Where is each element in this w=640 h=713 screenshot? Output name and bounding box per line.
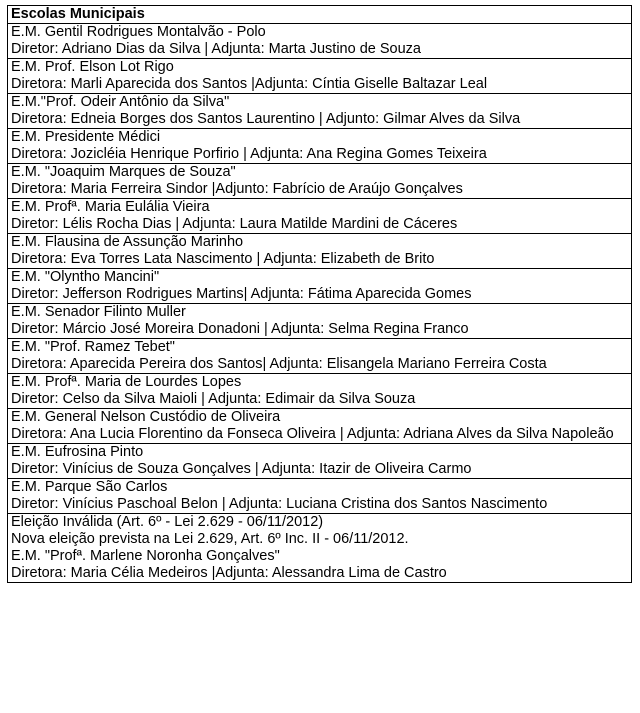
cell-line: Diretora: Maria Ferreira Sindor |Adjunto: Fabrício de Araújo Gonçalves (11, 181, 463, 197)
school-name: E.M. Prof. Elson Lot Rigo (11, 59, 174, 75)
school-cell (8, 199, 632, 234)
table-header: Escolas Municipais (8, 6, 632, 24)
table-body (8, 24, 632, 583)
cell-line: Diretora: Ana Lucia Florentino da Fonseca Oliveira | Adjunta: Adriana Alves da Silva Napoleão (11, 426, 614, 442)
cell-line: Diretora: Aparecida Pereira dos Santos| Adjunta: Elisangela Mariano Ferreira Costa (11, 356, 547, 372)
table-row (8, 269, 632, 304)
school-name: E.M. Senador Filinto Muller (11, 304, 186, 320)
cell-line: Diretor: Vinícius Paschoal Belon | Adjunta: Luciana Cristina dos Santos Nascimento (11, 496, 548, 512)
school-name: E.M. Profª. Maria Eulália Vieira (11, 199, 210, 215)
table-row (8, 304, 632, 339)
schools-table (7, 5, 632, 583)
table-row (8, 94, 632, 129)
cell-line: Diretor: Lélis Rocha Dias | Adjunta: Laura Matilde Mardini de Cáceres (11, 216, 458, 232)
school-name: E.M."Prof. Odeir Antônio da Silva" (11, 94, 230, 110)
school-cell (8, 374, 632, 409)
cell-line: Nova eleição prevista na Lei 2.629, Art. 6º Inc. II - 06/11/2012. (11, 531, 409, 547)
school-name: E.M. Gentil Rodrigues Montalvão - Polo (11, 24, 266, 40)
school-cell (8, 339, 632, 374)
school-cell (8, 164, 632, 199)
school-name: E.M. General Nelson Custódio de Oliveira (11, 409, 281, 425)
table-header-row (8, 6, 632, 24)
school-cell (8, 94, 632, 129)
table-row (8, 514, 632, 583)
school-cell (8, 444, 632, 479)
school-name: E.M. "Prof. Ramez Tebet" (11, 339, 175, 355)
table-row (8, 374, 632, 409)
school-name: E.M. Eufrosina Pinto (11, 444, 144, 460)
school-cell (8, 409, 632, 444)
table-row (8, 479, 632, 514)
school-name: E.M. Parque São Carlos (11, 479, 168, 495)
school-cell (8, 24, 632, 59)
table-row (8, 444, 632, 479)
cell-line: Diretor: Adriano Dias da Silva | Adjunta: Marta Justino de Souza (11, 41, 421, 57)
table-row (8, 234, 632, 269)
school-cell (8, 304, 632, 339)
school-cell (8, 59, 632, 94)
school-cell (8, 514, 632, 583)
school-name: E.M. Profª. Maria de Lourdes Lopes (11, 374, 242, 390)
cell-line: Diretor: Márcio José Moreira Donadoni | Adjunta: Selma Regina Franco (11, 321, 469, 337)
school-cell (8, 234, 632, 269)
cell-line: Eleição Inválida (Art. 6º - Lei 2.629 - 06/11/2012) (11, 514, 324, 530)
school-cell (8, 479, 632, 514)
cell-line: Diretor: Vinícius de Souza Gonçalves | Adjunta: Itazir de Oliveira Carmo (11, 461, 472, 477)
cell-line: Diretora: Eva Torres Lata Nascimento | Adjunta: Elizabeth de Brito (11, 251, 435, 267)
school-name: E.M. Presidente Médici (11, 129, 161, 145)
school-name: E.M. "Olyntho Mancini" (11, 269, 160, 285)
school-name: E.M. Flausina de Assunção Marinho (11, 234, 244, 250)
table-row (8, 339, 632, 374)
cell-line: Diretor: Jefferson Rodrigues Martins| Adjunta: Fátima Aparecida Gomes (11, 286, 472, 302)
table-row (8, 129, 632, 164)
table-row (8, 59, 632, 94)
table-row (8, 24, 632, 59)
table-row (8, 409, 632, 444)
school-cell (8, 129, 632, 164)
cell-line: Diretora: Jozicléia Henrique Porfirio | Adjunta: Ana Regina Gomes Teixeira (11, 146, 487, 162)
table-row (8, 164, 632, 199)
cell-line: Diretor: Celso da Silva Maioli | Adjunta: Edimair da Silva Souza (11, 391, 416, 407)
table-row (8, 199, 632, 234)
cell-line: Diretora: Edneia Borges dos Santos Laurentino | Adjunto: Gilmar Alves da Silva (11, 111, 521, 127)
school-name: E.M. "Joaquim Marques de Souza" (11, 164, 236, 180)
school-cell (8, 269, 632, 304)
cell-line: Diretora: Maria Célia Medeiros |Adjunta: Alessandra Lima de Castro (11, 565, 447, 581)
cell-line: E.M. "Profª. Marlene Noronha Gonçalves" (11, 548, 280, 564)
cell-line: Diretora: Marli Aparecida dos Santos |Adjunta: Cíntia Giselle Baltazar Leal (11, 76, 488, 92)
